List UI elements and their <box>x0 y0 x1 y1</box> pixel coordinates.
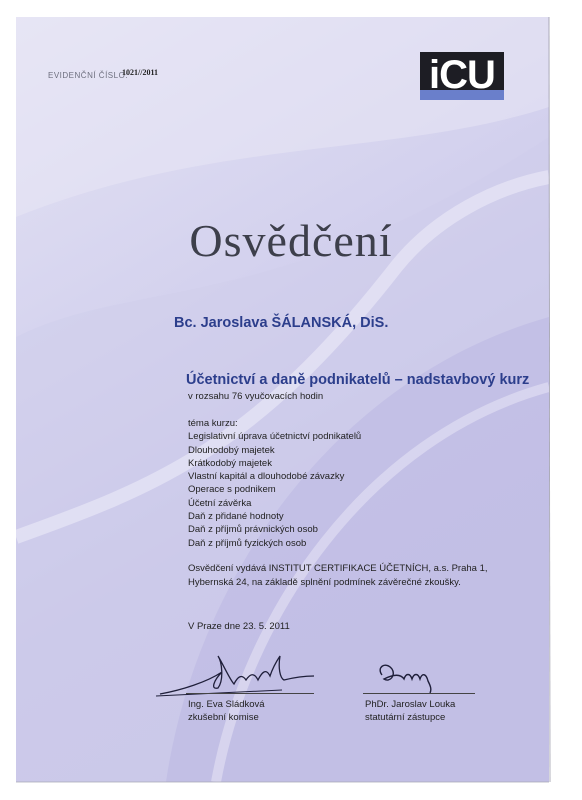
topic-item: Účetní závěrka <box>188 497 252 509</box>
topic-item: Daň z přidané hodnoty <box>188 511 284 523</box>
topic-item: Daň z příjmů fyzických osob <box>188 537 307 549</box>
icu-logo <box>420 52 504 100</box>
topics-heading: téma kurzu: <box>188 418 238 429</box>
signer-name: Ing. Eva Sládková <box>188 699 265 710</box>
signature-right-image <box>370 655 470 695</box>
course-scope: v rozsahu 76 vyučovacích hodin <box>188 391 324 402</box>
issuer-line: Osvědčení vydává INSTITUT CERTIFIKACE ÚČETNÍCH, a.s. Praha 1, <box>188 563 488 574</box>
recipient-name: Bc. Jaroslava ŠÁLANSKÁ, DiS. <box>174 315 389 331</box>
topic-item: Krátkodobý majetek <box>188 457 272 469</box>
issuer-line: Hybernská 24, na základě splnění podmínek závěrečné zkoušky. <box>188 576 461 588</box>
signer-left <box>188 698 265 724</box>
signature-line-left <box>186 693 314 694</box>
place-and-date: V Praze dne 23. 5. 2011 <box>188 621 290 632</box>
registration-number: 1021//2011 <box>122 68 159 77</box>
issuer-statement <box>188 562 488 589</box>
signer-right <box>365 698 455 724</box>
topics-list <box>188 417 361 550</box>
logo-text: iCU <box>429 53 495 97</box>
topic-item: Dlouhodobý majetek <box>188 444 275 456</box>
signature-line-right <box>363 693 475 694</box>
registration-label: EVIDENČNÍ ČÍSLO: <box>48 71 129 80</box>
signer-role: statutární zástupce <box>365 712 446 723</box>
signer-name: PhDr. Jaroslav Louka <box>365 699 456 710</box>
topic-item: Legislativní úprava účetnictví podnikatelů <box>188 431 362 443</box>
topic-item: Daň z příjmů právnických osob <box>188 524 318 536</box>
topic-item: Operace s podnikem <box>188 484 276 496</box>
certificate-title: Osvědčení <box>189 215 393 266</box>
signer-role: zkušební komise <box>188 712 259 723</box>
course-title: Účetnictví a daně podnikatelů – nadstavbový kurz <box>186 372 530 388</box>
topic-item: Vlastní kapitál a dlouhodobé závazky <box>188 471 345 483</box>
